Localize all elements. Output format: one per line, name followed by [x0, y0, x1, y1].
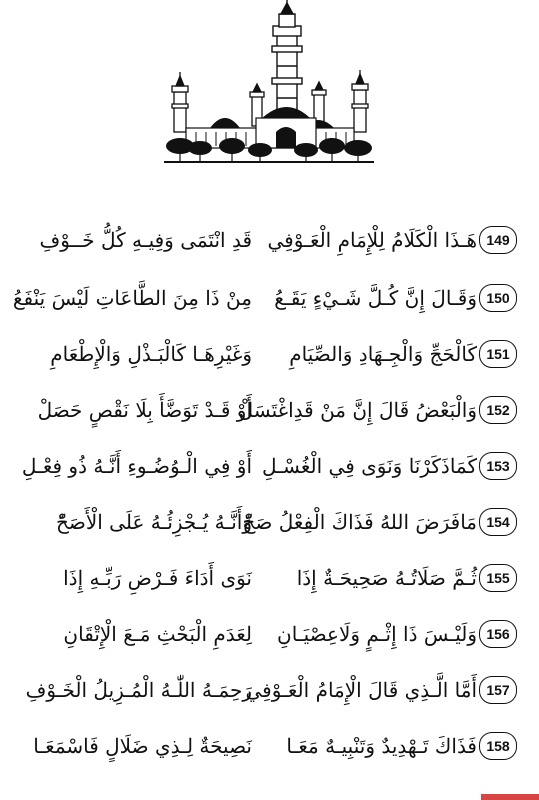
verse-row — [0, 716, 539, 772]
verse-number-badge: 150 — [479, 284, 517, 312]
verse-first-hemistich: ثُـمَّ صَلَاتُـهُ صَحِيحَـةٌ إِذَا — [296, 566, 477, 590]
verse-first-hemistich: وَقَـالَ إِنَّ كُـلَّ شَـيْءٍ يَقَـعُ — [274, 286, 477, 310]
verse-row — [0, 210, 539, 266]
verse-second-hemistich: قَدِ انْتَمَى وَفِيـهِ كُلُّ خَــوْفِ — [39, 228, 252, 252]
verse-second-hemistich: نَصِيحَةٌ لِـذِي ضَلَالٍ فَاسْمَعَـا — [33, 734, 252, 758]
verse-number-badge: 152 — [479, 396, 517, 424]
verse-number-badge: 157 — [479, 676, 517, 704]
verse-first-hemistich: وَلَيْـسَ ذَا إِثْـمٍ وَلَاعِصْيَـانِ — [277, 622, 477, 646]
verse-second-hemistich: وَغَيْرِهَـا كَالْبَـذْلِ وَالْإِطْعَامِ — [50, 342, 252, 366]
verse-number-badge: 151 — [479, 340, 517, 368]
verse-first-hemistich: كَالْحَجِّ وَالْجِـهَادِ وَالصِّيَامِ — [289, 342, 477, 366]
verse-row — [0, 380, 539, 436]
verse-first-hemistich: فَذَاكَ تَـهْدِيدٌ وَتَنْبِيـهٌ مَعَـا — [286, 734, 477, 758]
verse-row — [0, 604, 539, 660]
verse-number-badge: 156 — [479, 620, 517, 648]
verse-first-hemistich: كَمَاذَكَرْنَا وَنَوَى فِي الْغُسْـلِ — [262, 454, 477, 478]
verse-row — [0, 492, 539, 548]
verse-second-hemistich: نَوَى أَدَاءَ فَـرْضِ رَبِّـهِ إِذَا — [63, 566, 252, 590]
verse-first-hemistich: وَالْبَعْضُ قَالَ إِنَّ مَنْ قَدِاغْتَسَلْ — [238, 398, 477, 422]
verse-number-badge: 153 — [479, 452, 517, 480]
verse-row — [0, 324, 539, 380]
verse-number-badge: 155 — [479, 564, 517, 592]
verse-row — [0, 436, 539, 492]
verse-row — [0, 268, 539, 324]
mosque-illustration — [160, 0, 380, 168]
verse-row — [0, 660, 539, 716]
verse-number-badge: 149 — [479, 226, 517, 254]
verse-second-hemistich: أَوْ فِي الْـوُضُـوءِ أَنَّـهُ ذُو فِعْـلِ — [21, 454, 252, 478]
verse-row — [0, 548, 539, 604]
verse-second-hemistich: رَحِمَـهُ اللّٰـهُ الْمُـزِيلُ الْخَـوْفِ — [25, 678, 252, 702]
verse-second-hemistich: مِنْ ذَا مِنَ الطَّاعَاتِ لَيْسَ يَنْفَعُ — [12, 286, 252, 310]
verse-first-hemistich: مَافَرَضَ اللهُ فَذَاكَ الْفِعْلُ صَحّْ — [242, 510, 477, 534]
verse-number-badge: 158 — [479, 732, 517, 760]
page-edge-mark — [481, 794, 539, 800]
verse-second-hemistich: أَوْ قَـدْ تَوَضَّأَ بِلَا نَقْصٍ حَصَلْ — [37, 398, 252, 422]
verse-second-hemistich: لِعَدَمِ الْبَحْثِ مَـعَ الْإِتْقَانِ — [63, 622, 252, 646]
verse-second-hemistich: وَأَنَّـهُ يُـجْزِئُـهُ عَلَى الْأَصَحّْ — [55, 510, 252, 534]
verse-first-hemistich: هَـذَا الْكَلَامُ لِلْإِمَامِ الْعَـوْفِي — [267, 228, 477, 252]
verse-first-hemistich: أَمَّا الَّـذِي قَالَ الْإِمَامُ الْعَـوْفِي — [245, 678, 477, 702]
verse-number-badge: 154 — [479, 508, 517, 536]
